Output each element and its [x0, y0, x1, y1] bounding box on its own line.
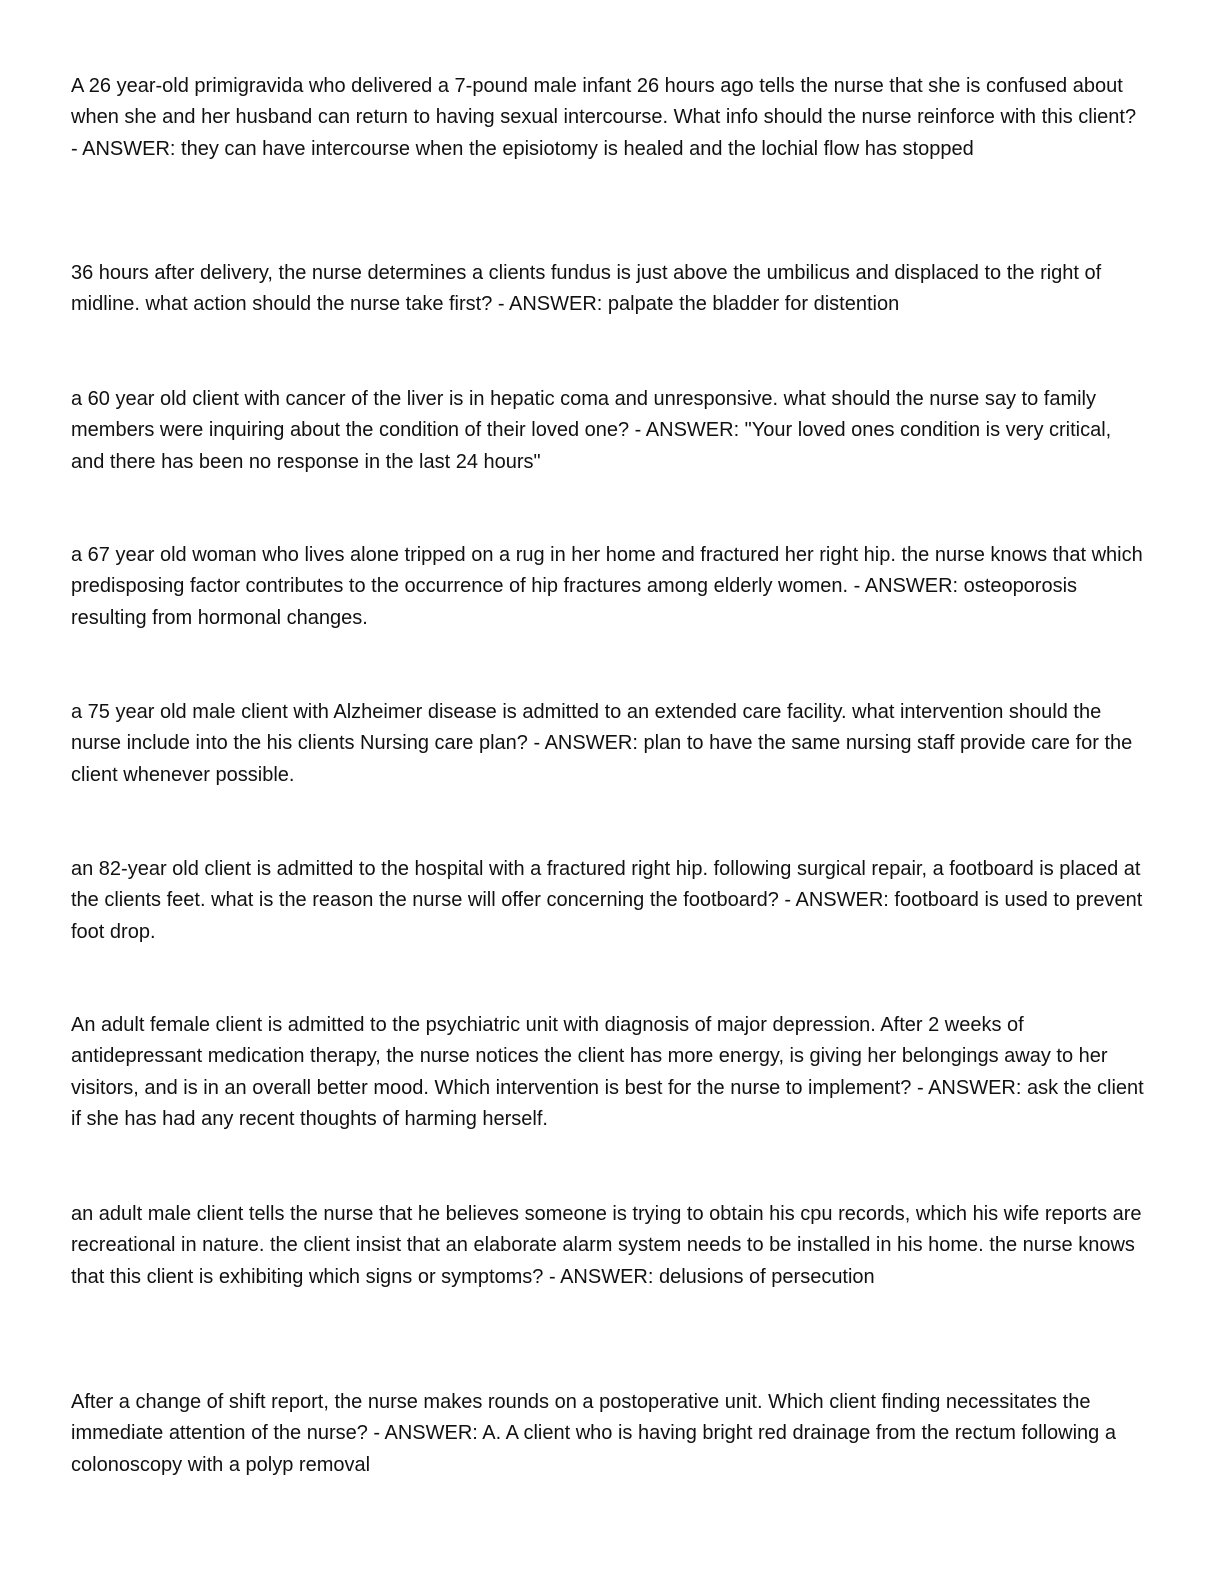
qa-entry-5: a 75 year old male client with Alzheimer disease is admitted to an extended care facility. what intervention should the nurse include into the his clients Nursing care plan? - ANSWER: plan to have the same nursing staff provide care for the client whenever possible. — [71, 701, 1133, 786]
qa-entry-2: 36 hours after delivery, the nurse determines a clients fundus is just above the umbilicus and displaced to the right of midline. what action should the nurse take first? - ANSWER: palpate the bladder for distention — [71, 262, 1102, 316]
qa-entry-6: an 82-year old client is admitted to the hospital with a fractured right hip. following surgical repair, a footboard is placed at the clients feet. what is the reason the nurse will offer concerning the footboard? - ANSWER: footboard is used to prevent foot drop. — [71, 858, 1143, 943]
qa-entry-4: a 67 year old woman who lives alone tripped on a rug in her home and fractured her right hip. the nurse knows that which predisposing factor contributes to the occurrence of hip fractures among elderly women. - ANSWER: osteoporosis resulting from hormonal changes. — [71, 544, 1143, 629]
qa-entry-7: An adult female client is admitted to the psychiatric unit with diagnosis of major depression. After 2 weeks of antidepressant medication therapy, the nurse notices the client has more energy, is giving her belongings away to her visitors, and is in an overall better mood. Which intervention is best for the nurse to implement? - ANSWER: ask the client if she has had any recent thoughts of harming herself. — [71, 1014, 1144, 1131]
qa-entry-3: a 60 year old client with cancer of the liver is in hepatic coma and unresponsive. what should the nurse say to family members were inquiring about the condition of their loved one? - ANSWER: "Your loved ones condition is very critical, and there has been no response in the last 24 hours" — [71, 388, 1112, 473]
qa-entry-8: an adult male client tells the nurse that he believes someone is trying to obtain his cpu records, which his wife reports are recreational in nature. the client insist that an elaborate alarm system needs to be installed in his home. the nurse knows that this client is exhibiting which signs or symptoms? - ANSWER: delusions of persecution — [71, 1203, 1142, 1288]
qa-entry-1: A 26 year-old primigravida who delivered a 7-pound male infant 26 hours ago tells the nurse that she is confused about when she and her husband can return to having sexual intercourse. What info should the nurse reinforce with this client? - ANSWER: they can have intercourse when the episiotomy is healed and the lochial flow has stopped — [71, 75, 1137, 160]
qa-entry-9: After a change of shift report, the nurse makes rounds on a postoperative unit. Which client finding necessitates the immediate attention of the nurse? - ANSWER: A. A client who is having bright red drainage from the rectum following a colonoscopy with a polyp removal — [71, 1391, 1116, 1476]
